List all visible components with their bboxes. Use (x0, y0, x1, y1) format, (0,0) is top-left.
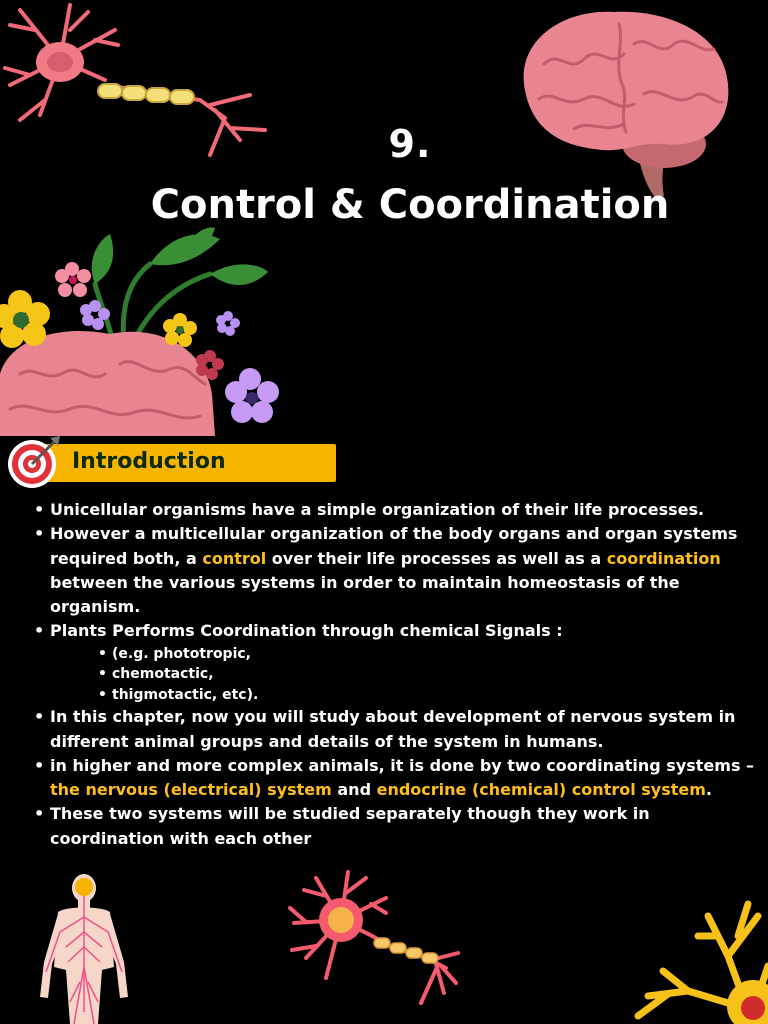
bullet-item: • Plants Performs Coordination through chemical Signals : • (e.g. phototropic, • chemotactic, • thigmotactic, etc). (30, 619, 768, 705)
highlight-text: control (202, 548, 267, 568)
target-arrow-icon (4, 432, 64, 492)
sub-list (50, 644, 768, 706)
sub-list-item: • (e.g. phototropic, (50, 644, 768, 665)
content-body (30, 498, 768, 851)
highlight-text: the nervous (electrical) system (50, 780, 332, 800)
chapter-title: Control & Coordination (150, 182, 670, 228)
human-nervous-system-illustration (36, 872, 132, 1024)
yellow-flower-icon (0, 290, 50, 348)
bullet-item: • Unicellular organisms have a simple organization of their life processes. (30, 498, 768, 522)
sub-list-item: • chemotactic, (50, 664, 768, 685)
bullet-item: • In this chapter, now you will study about development of nervous system in different animal groups and details of the system in humans. (30, 705, 768, 754)
highlight-text: endocrine (chemical) control system (376, 780, 706, 800)
bullet-item: • in higher and more complex animals, it is done by two coordinating systems – the nervous (electrical) system and endocrine (chemical) control system. (30, 754, 768, 803)
brain-illustration-top-right (514, 4, 736, 200)
bullet-item: • However a multicellular organization of the body organs and organ systems required both, a control over their life processes as well as a coordination between the various systems in order to maintain homeostasis of the organism. (30, 522, 768, 619)
neuron-illustration-bottom (286, 868, 462, 1012)
brain-with-flowers-illustration (0, 224, 290, 436)
bullet-item: • These two systems will be studied separately though they work in coordination with each other (30, 802, 768, 851)
sub-list-item: • thigmotactic, etc). (50, 685, 768, 706)
section-heading: Introduction (72, 449, 226, 474)
chapter-number: 9. (388, 122, 432, 166)
neuron-illustration-bottom-right (628, 896, 768, 1024)
highlight-text: coordination (606, 548, 721, 568)
